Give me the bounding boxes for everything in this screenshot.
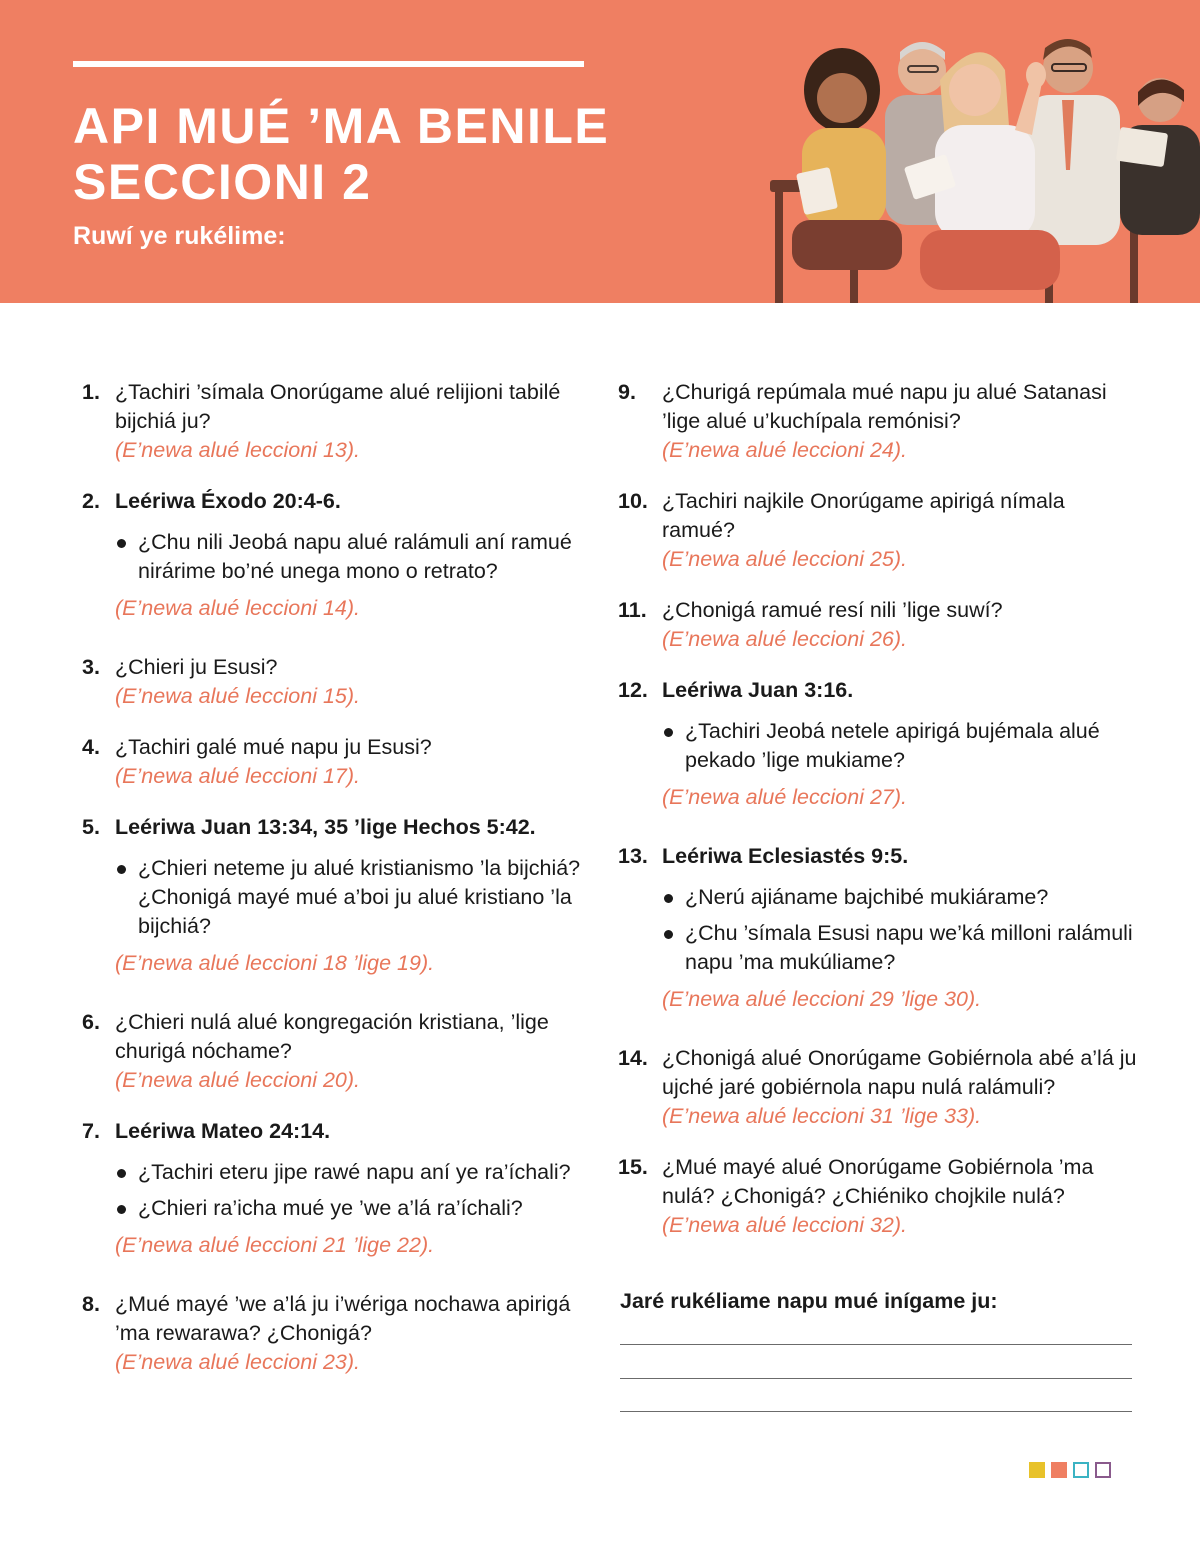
- question-number: 8.: [82, 1292, 100, 1316]
- question-text: ¿Tachiri najkile Onorúgame apirigá nímala ramué?: [662, 489, 1065, 542]
- reading-heading: Leériwa Juan 13:34, 35 ’lige Hechos 5:42.: [115, 815, 536, 839]
- question-item: [82, 813, 582, 978]
- question-number: 4.: [82, 735, 100, 759]
- question-text: ¿Mué mayé ’we a’lá ju i’wériga nochawa apirigá ’ma rewarawa? ¿Chonigá?: [115, 1292, 571, 1345]
- reading-heading: Leériwa Eclesiastés 9:5.: [662, 844, 909, 868]
- question-item: [82, 733, 582, 791]
- page-title: [73, 98, 633, 210]
- people-illustration: [740, 20, 1200, 303]
- question-number: 5.: [82, 815, 100, 839]
- header-rule: [73, 61, 584, 67]
- question-item: [82, 487, 582, 623]
- page-subtitle: Ruwí ye rukélime:: [73, 222, 286, 250]
- lesson-reference: (E’newa alué leccioni 17).: [115, 764, 360, 788]
- bullet-item: ¿Tachiri eteru jipe rawé napu aní ye ra’íchali?: [115, 1158, 582, 1187]
- lesson-reference: (E’newa alué leccioni 24).: [662, 438, 907, 462]
- bullet-list: [662, 883, 1138, 977]
- question-number: 12.: [618, 678, 648, 702]
- question-number: 14.: [618, 1046, 648, 1070]
- decorative-squares: [1029, 1462, 1111, 1478]
- question-text: ¿Chieri nulá alué kongregación kristiana, ’lige churigá nóchame?: [115, 1010, 549, 1063]
- lesson-reference: (E’newa alué leccioni 13).: [115, 438, 360, 462]
- note-line[interactable]: [620, 1411, 1132, 1412]
- bullet-item: ¿Chieri ra’icha mué ye ’we a’lá ra’íchali?: [115, 1194, 582, 1223]
- bullet-item: ¿Tachiri Jeobá netele apirigá bujémala alué pekado ’lige mukiame?: [662, 717, 1138, 775]
- question-item: [618, 676, 1138, 812]
- question-number: 15.: [618, 1155, 648, 1179]
- lesson-reference: (E’newa alué leccioni 20).: [115, 1068, 360, 1092]
- question-text: ¿Chieri ju Esusi?: [115, 655, 278, 679]
- reading-heading: Leériwa Éxodo 20:4-6.: [115, 489, 341, 513]
- question-text: ¿Tachiri ’símala Onorúgame alué relijioni tabilé bijchiá ju?: [115, 380, 561, 433]
- notes-label: Jaré rukéliame napu mué inígame ju:: [620, 1289, 998, 1313]
- lesson-reference: (E’newa alué leccioni 29 ’lige 30).: [662, 987, 982, 1011]
- bullet-item: ¿Chieri neteme ju alué kristianismo ’la bijchiá? ¿Chonigá mayé mué a’boi ju alué kristiano ’la bijchiá?: [115, 854, 582, 941]
- question-item: [82, 1008, 582, 1095]
- note-line[interactable]: [620, 1344, 1132, 1345]
- person-reading: [1116, 78, 1200, 235]
- person-mustard-sweater: [792, 48, 902, 270]
- note-line[interactable]: [620, 1378, 1132, 1379]
- lesson-reference: (E’newa alué leccioni 31 ’lige 33).: [662, 1104, 982, 1128]
- question-item: [82, 378, 582, 465]
- square-purple-outline: [1095, 1462, 1111, 1478]
- question-text: ¿Chonigá ramué resí nili ’lige suwí?: [662, 598, 1003, 622]
- bullet-list: [662, 717, 1138, 775]
- question-item: [618, 842, 1138, 1014]
- question-item: [618, 1044, 1138, 1131]
- bullet-list: [115, 1158, 582, 1223]
- square-coral: [1051, 1462, 1067, 1478]
- reading-heading: Leériwa Mateo 24:14.: [115, 1119, 331, 1143]
- lesson-reference: (E’newa alué leccioni 14).: [115, 596, 360, 620]
- question-number: 3.: [82, 655, 100, 679]
- question-number: 10.: [618, 489, 648, 513]
- question-item: [618, 487, 1138, 574]
- bullet-item: ¿Chu ’símala Esusi napu we’ká milloni ralámuli napu ’ma mukúliame?: [662, 919, 1138, 977]
- question-text: ¿Chonigá alué Onorúgame Gobiérnola abé a’lá ju ujché jaré gobiérnola napu nulá ralámuli?: [662, 1046, 1137, 1099]
- questions-column-left: [82, 378, 582, 1399]
- square-yellow: [1029, 1462, 1045, 1478]
- header-banner: [0, 0, 1200, 303]
- question-item: [618, 596, 1138, 654]
- question-text: ¿Tachiri galé mué napu ju Esusi?: [115, 735, 432, 759]
- lesson-reference: (E’newa alué leccioni 18 ’lige 19).: [115, 951, 435, 975]
- title-line-1: API MUÉ ’MA BENILE: [73, 98, 610, 154]
- question-item: [82, 1117, 582, 1260]
- question-item: [82, 1290, 582, 1377]
- question-number: 13.: [618, 844, 648, 868]
- title-line-2: SECCIONI 2: [73, 154, 372, 210]
- lesson-reference: (E’newa alué leccioni 27).: [662, 785, 907, 809]
- question-text: ¿Mué mayé alué Onorúgame Gobiérnola ’ma nulá? ¿Chonigá? ¿Chiéniko chojkile nulá?: [662, 1155, 1094, 1208]
- question-item: [618, 378, 1138, 465]
- questions-column-right: [618, 378, 1138, 1262]
- question-number: 2.: [82, 489, 100, 513]
- lesson-reference: (E’newa alué leccioni 25).: [662, 547, 907, 571]
- lesson-reference: (E’newa alué leccioni 23).: [115, 1350, 360, 1374]
- question-number: 7.: [82, 1119, 100, 1143]
- lesson-reference: (E’newa alué leccioni 26).: [662, 627, 907, 651]
- question-item: [82, 653, 582, 711]
- lesson-reference: (E’newa alué leccioni 32).: [662, 1213, 907, 1237]
- question-number: 9.: [618, 380, 636, 404]
- bullet-item: ¿Chu nili Jeobá napu alué ralámuli aní ramué nirárime bo’né unega mono o retrato?: [115, 528, 582, 586]
- lesson-reference: (E’newa alué leccioni 21 ’lige 22).: [115, 1233, 435, 1257]
- question-number: 6.: [82, 1010, 100, 1034]
- square-teal-outline: [1073, 1462, 1089, 1478]
- bullet-list: [115, 528, 582, 586]
- question-number: 1.: [82, 380, 100, 404]
- bullet-item: ¿Nerú ajiáname bajchibé mukiárame?: [662, 883, 1138, 912]
- question-text: ¿Churigá repúmala mué napu ju alué Satanasi ’lige alué u’kuchípala remónisi?: [662, 380, 1107, 433]
- lesson-reference: (E’newa alué leccioni 15).: [115, 684, 360, 708]
- bullet-list: [115, 854, 582, 941]
- reading-heading: Leériwa Juan 3:16.: [662, 678, 854, 702]
- question-number: 11.: [618, 598, 647, 622]
- question-item: [618, 1153, 1138, 1240]
